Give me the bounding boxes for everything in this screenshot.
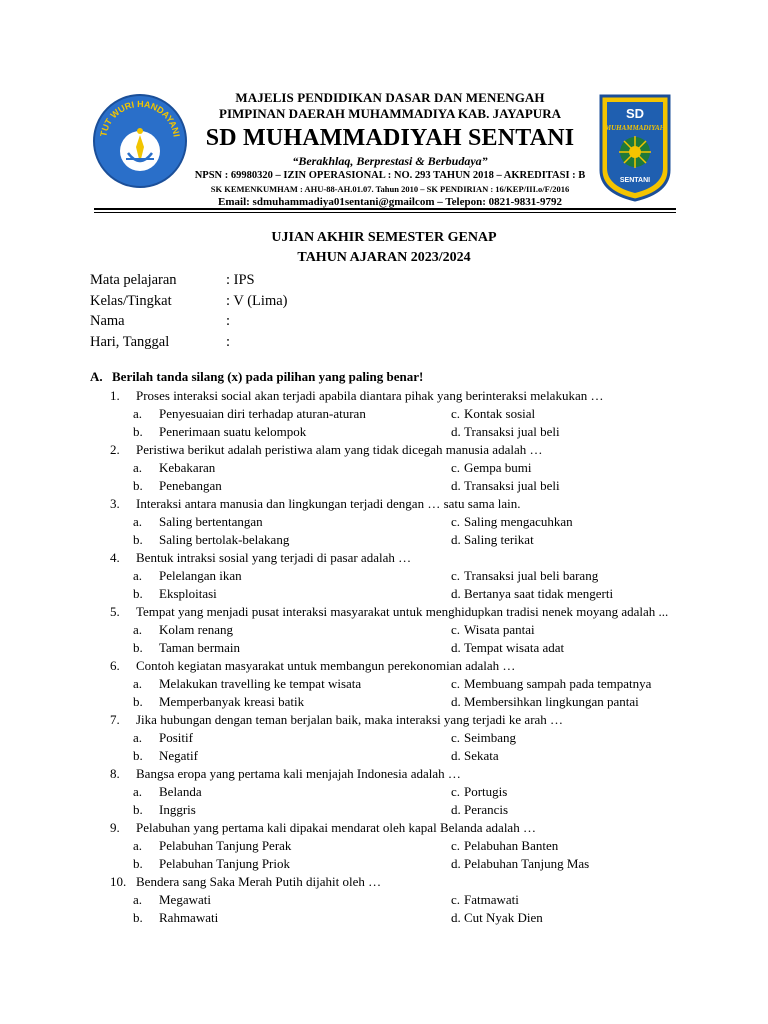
identity-block <box>90 270 287 352</box>
question-item <box>110 550 411 566</box>
option-letter: d. <box>451 424 461 439</box>
option-letter: b. <box>133 802 143 817</box>
option-letter: a. <box>133 838 143 853</box>
option-letter: d. <box>451 478 461 493</box>
option-text: Penebangan <box>159 478 222 493</box>
option-text: Rahmawati <box>159 910 219 925</box>
letterhead-sk: SK KEMENKUMHAM : AHU-88-AH.01.07. Tahun 2010 – SK PENDIRIAN : 16/KEP/III.o/F/2016 <box>210 184 570 194</box>
answer-option-a[interactable] <box>133 784 202 800</box>
option-letter: a. <box>133 730 143 745</box>
question-number: 3. <box>110 496 120 511</box>
option-text: Inggris <box>159 802 196 817</box>
option-letter: c. <box>451 676 461 691</box>
option-text: Membersihkan lingkungan pantai <box>464 694 639 709</box>
section-a-heading <box>90 369 423 385</box>
letterhead-line2: PIMPINAN DAERAH MUHAMMADIYA KAB. JAYAPURA <box>219 106 561 121</box>
option-text: Bertanya saat tidak mengerti <box>464 586 614 601</box>
question-item <box>110 496 520 512</box>
letterhead <box>180 90 600 210</box>
question-item <box>110 820 536 836</box>
option-text: Gempa bumi <box>464 460 532 475</box>
answer-option-d[interactable] <box>451 694 639 710</box>
option-letter: a. <box>133 406 143 421</box>
question-number: 9. <box>110 820 120 835</box>
question-text: Tempat yang menjadi pusat interaksi masyarakat untuk menghidupkan tradisi nenek moyang adalah ... <box>136 604 669 619</box>
option-letter: c. <box>451 892 461 907</box>
option-letter: b. <box>133 910 143 925</box>
question-text: Jika hubungan dengan teman berjalan baik, maka interaksi yang terjadi ke arah … <box>136 712 564 727</box>
answer-option-b[interactable] <box>133 478 222 494</box>
question-number: 7. <box>110 712 120 727</box>
answer-option-d[interactable] <box>451 640 564 656</box>
identity-row-name <box>90 311 287 332</box>
option-letter: a. <box>133 460 143 475</box>
option-letter: c. <box>451 838 461 853</box>
question-item <box>110 874 381 890</box>
identity-label: Hari, Tanggal <box>90 333 170 350</box>
answer-option-b[interactable] <box>133 532 289 548</box>
question-item <box>110 388 603 404</box>
answer-option-d[interactable] <box>451 856 589 872</box>
option-text: Saling terikat <box>464 532 534 547</box>
option-letter: b. <box>133 424 143 439</box>
answer-option-d[interactable] <box>451 802 508 818</box>
option-text: Transaksi jual beli <box>464 478 560 493</box>
answer-option-a[interactable] <box>133 730 193 746</box>
answer-option-b[interactable] <box>133 910 218 926</box>
question-text: Proses interaksi social akan terjadi apabila diantara pihak yang berinteraksi melakukan … <box>136 388 604 403</box>
answer-option-a[interactable] <box>133 892 211 908</box>
section-letter: A. <box>90 369 103 384</box>
option-text: Wisata pantai <box>464 622 535 637</box>
option-text: Negatif <box>159 748 198 763</box>
option-text: Pelabuhan Tanjung Perak <box>159 838 292 853</box>
option-letter: a. <box>133 568 143 583</box>
option-text: Sekata <box>464 748 499 763</box>
answer-option-d[interactable] <box>451 586 613 602</box>
answer-option-b[interactable] <box>133 856 290 872</box>
answer-option-a[interactable] <box>133 460 215 476</box>
identity-label: Kelas/Tingkat <box>90 292 172 309</box>
option-letter: c. <box>451 784 461 799</box>
identity-value: : V (Lima) <box>226 292 288 309</box>
option-text: Pelabuhan Tanjung Mas <box>464 856 590 871</box>
answer-option-d[interactable] <box>451 532 534 548</box>
option-letter: b. <box>133 478 143 493</box>
school-motto: “Berakhlaq, Berprestasi & Berbudaya” <box>292 154 488 168</box>
tut-wuri-handayani-logo <box>92 93 188 189</box>
option-letter: a. <box>133 514 143 529</box>
option-text: Melakukan travelling ke tempat wisata <box>159 676 362 691</box>
question-number: 2. <box>110 442 120 457</box>
answer-option-c[interactable] <box>451 406 535 422</box>
option-letter: a. <box>133 784 143 799</box>
option-text: Penerimaan suatu kelompok <box>159 424 307 439</box>
option-letter: b. <box>133 532 143 547</box>
identity-row-class <box>90 291 287 312</box>
option-text: Pelabuhan Tanjung Priok <box>159 856 291 871</box>
answer-option-c[interactable] <box>451 676 651 692</box>
identity-label: Mata pelajaran <box>90 272 177 288</box>
option-text: Taman bermain <box>159 640 241 655</box>
option-letter: a. <box>133 892 143 907</box>
school-name: SD MUHAMMADIYAH SENTANI <box>205 125 575 151</box>
svg-text:MUHAMMADIYAH: MUHAMMADIYAH <box>604 124 666 132</box>
question-text: Bendera sang Saka Merah Putih dijahit oleh … <box>136 874 382 889</box>
identity-row-subject <box>90 270 287 291</box>
sd-muhammadiyah-logo <box>597 92 673 202</box>
option-text: Transaksi jual beli <box>464 424 560 439</box>
identity-label: Nama <box>90 313 125 329</box>
option-letter: b. <box>133 856 143 871</box>
option-letter: d. <box>451 586 461 601</box>
option-letter: b. <box>133 748 143 763</box>
option-text: Tempat wisata adat <box>464 640 565 655</box>
option-text: Cut Nyak Dien <box>464 910 543 925</box>
option-letter: b. <box>133 640 143 655</box>
answer-option-b[interactable] <box>133 586 217 602</box>
identity-value: : <box>226 313 231 329</box>
answer-option-c[interactable] <box>451 730 516 746</box>
answer-option-a[interactable] <box>133 514 263 530</box>
option-text: Megawati <box>159 892 211 907</box>
option-text: Saling bertolak-belakang <box>159 532 290 547</box>
option-letter: d. <box>451 694 461 709</box>
question-number: 1. <box>110 388 120 403</box>
question-text: Bentuk intraksi sosial yang terjadi di pasar adalah … <box>136 550 412 565</box>
option-text: Membuang sampah pada tempatnya <box>464 676 652 691</box>
option-text: Perancis <box>464 802 509 817</box>
identity-row-date <box>90 332 287 353</box>
question-text: Interaksi antara manusia dan lingkungan terjadi dengan … satu sama lain. <box>136 496 521 511</box>
svg-text:TUT WURI HANDAYANI: TUT WURI HANDAYANI <box>98 98 182 138</box>
question-text: Contoh kegiatan masyarakat untuk membangun perekonomian adalah … <box>136 658 516 673</box>
answer-option-d[interactable] <box>451 748 499 764</box>
question-text: Bangsa eropa yang pertama kali menjajah Indonesia adalah … <box>136 766 461 781</box>
answer-option-a[interactable] <box>133 838 291 854</box>
exam-title: UJIAN AKHIR SEMESTER GENAP <box>271 230 497 245</box>
option-letter: b. <box>133 586 143 601</box>
answer-option-c[interactable] <box>451 838 558 854</box>
question-number: 4. <box>110 550 120 565</box>
option-text: Fatmawati <box>464 892 519 907</box>
question-number: 10. <box>110 874 127 889</box>
identity-value: : IPS <box>226 272 255 288</box>
answer-option-b[interactable] <box>133 802 196 818</box>
option-letter: c. <box>451 406 461 421</box>
option-letter: b. <box>133 694 143 709</box>
option-letter: d. <box>451 856 461 871</box>
answer-option-c[interactable] <box>451 892 519 908</box>
question-number: 5. <box>110 604 120 619</box>
option-letter: c. <box>451 622 461 637</box>
answer-option-b[interactable] <box>133 640 240 656</box>
option-text: Pelabuhan Banten <box>464 838 559 853</box>
question-text: Pelabuhan yang pertama kali dipakai mendarat oleh kapal Belanda adalah … <box>136 820 536 835</box>
question-item <box>110 658 515 674</box>
answer-option-d[interactable] <box>451 910 543 926</box>
option-letter: d. <box>451 640 461 655</box>
option-text: Penyesuaian diri terhadap aturan-aturan <box>159 406 366 421</box>
option-text: Belanda <box>159 784 202 799</box>
question-item <box>110 442 542 458</box>
answer-option-c[interactable] <box>451 568 598 584</box>
letterhead-contact: Email: sdmuhammadiya01sentani@gmailcom – Telepon: 0821-9831-9792 <box>218 196 562 208</box>
option-letter: a. <box>133 676 143 691</box>
answer-option-c[interactable] <box>451 460 532 476</box>
question-item <box>110 766 461 782</box>
answer-option-a[interactable] <box>133 622 233 638</box>
exam-year: TAHUN AJARAN 2023/2024 <box>297 250 471 265</box>
svg-text:SD: SD <box>625 106 645 121</box>
option-text: Transaksi jual beli barang <box>464 568 599 583</box>
option-text: Memperbanyak kreasi batik <box>159 694 305 709</box>
option-text: Portugis <box>464 784 508 799</box>
answer-option-b[interactable] <box>133 748 198 764</box>
answer-option-d[interactable] <box>451 424 560 440</box>
answer-option-c[interactable] <box>451 622 535 638</box>
answer-option-b[interactable] <box>133 424 306 440</box>
option-text: Kebakaran <box>159 460 216 475</box>
letterhead-npsn: NPSN : 69980320 – IZIN OPERASIONAL : NO. 293 TAHUN 2018 – AKREDITASI : B <box>194 170 586 181</box>
answer-option-c[interactable] <box>451 784 507 800</box>
option-text: Positif <box>159 730 193 745</box>
option-text: Pelelangan ikan <box>159 568 242 583</box>
question-text: Peristiwa berikut adalah peristiwa alam yang tidak dicegah manusia adalah … <box>136 442 543 457</box>
question-item <box>110 712 563 728</box>
option-text: Saling mengacuhkan <box>464 514 573 529</box>
section-instruction: Berilah tanda silang (x) pada pilihan yang paling benar! <box>112 369 424 384</box>
option-letter: d. <box>451 802 461 817</box>
option-text: Kolam renang <box>159 622 234 637</box>
option-letter: d. <box>451 532 461 547</box>
answer-option-d[interactable] <box>451 478 560 494</box>
option-letter: c. <box>451 730 461 745</box>
letterhead-rule-thick <box>94 208 676 210</box>
answer-option-c[interactable] <box>451 514 573 530</box>
option-letter: c. <box>451 568 461 583</box>
answer-option-a[interactable] <box>133 406 366 422</box>
letterhead-line1: MAJELIS PENDIDIKAN DASAR DAN MENENGAH <box>235 90 545 105</box>
option-letter: c. <box>451 514 461 529</box>
answer-option-a[interactable] <box>133 568 242 584</box>
question-number: 6. <box>110 658 120 673</box>
option-text: Seimbang <box>464 730 516 745</box>
option-letter: d. <box>451 748 461 763</box>
identity-value: : <box>226 333 231 350</box>
letterhead-rule-thin <box>94 212 676 213</box>
option-text: Kontak sosial <box>464 406 536 421</box>
option-text: Saling bertentangan <box>159 514 263 529</box>
question-item <box>110 604 668 620</box>
answer-option-a[interactable] <box>133 676 361 692</box>
option-letter: c. <box>451 460 461 475</box>
option-letter: d. <box>451 910 461 925</box>
question-number: 8. <box>110 766 120 781</box>
option-text: Eksploitasi <box>159 586 217 601</box>
svg-text:SENTANI: SENTANI <box>619 177 651 184</box>
option-letter: a. <box>133 622 143 637</box>
answer-option-b[interactable] <box>133 694 304 710</box>
